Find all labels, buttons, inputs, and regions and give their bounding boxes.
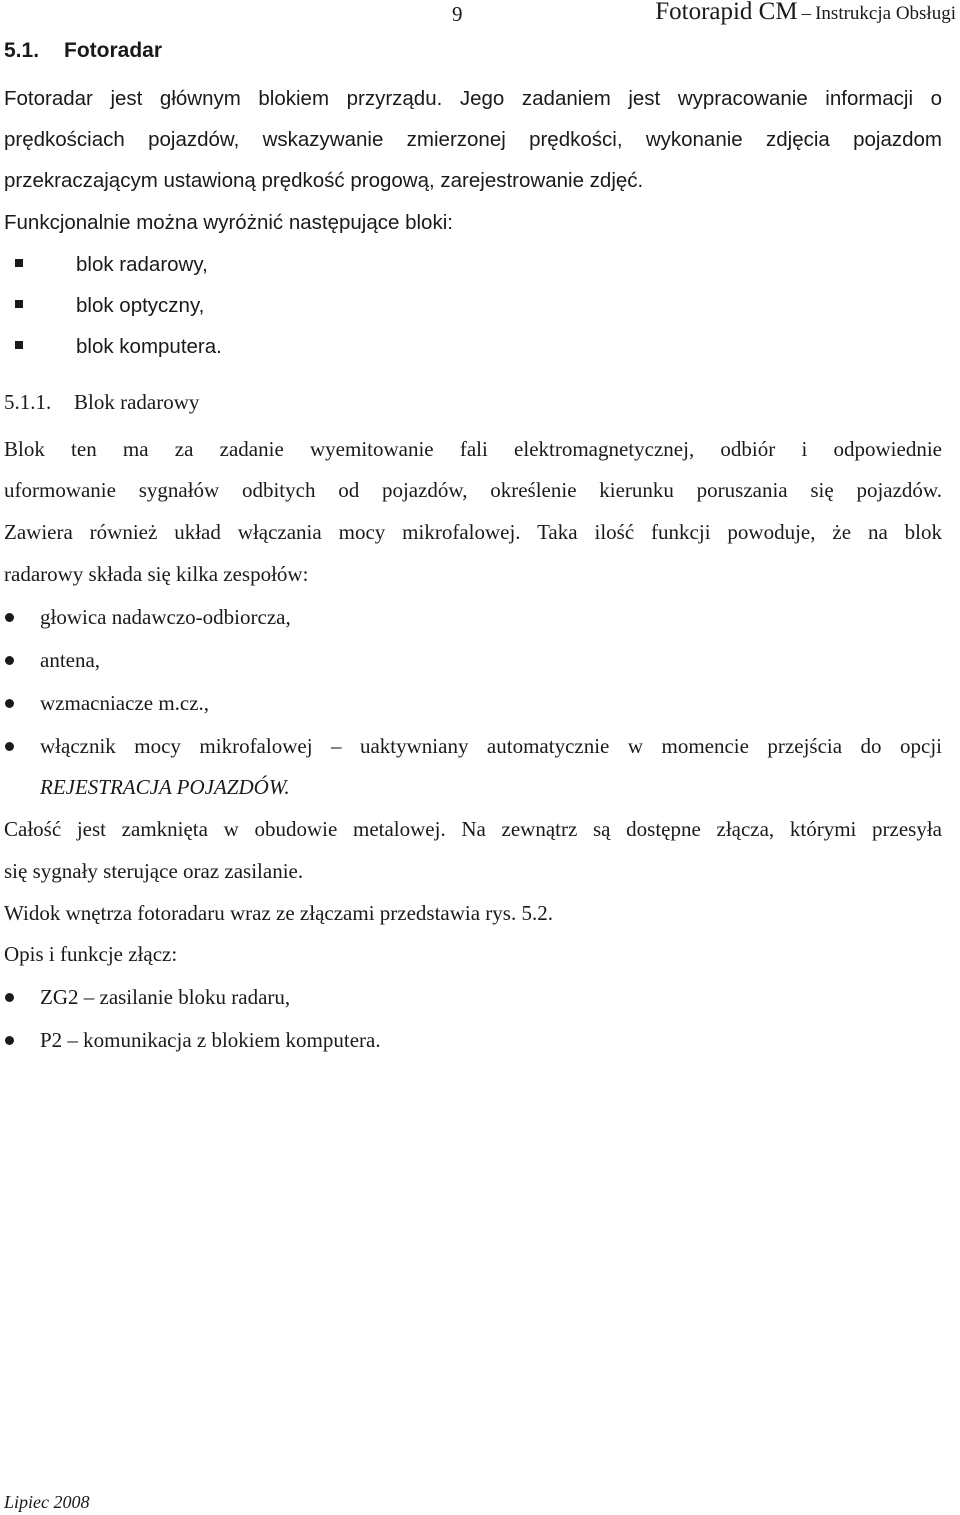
- section-heading: [4, 38, 162, 64]
- component-item: antena,: [40, 648, 101, 672]
- connector-item-p2: P2 – komunikacja z blokiem komputera.: [40, 1028, 381, 1052]
- figure-reference: Widok wnętrza fotoradaru wraz ze złączami przedstawia rys. 5.2.: [4, 901, 553, 925]
- radar-para-line-4: radarowy składa się kilka zespołów:: [4, 562, 309, 586]
- radar-para-line-1: Blok ten ma za zadanie wyemitowanie fali elektromagnetycznej, odbiór i odpowiednie: [4, 437, 942, 461]
- square-bullet-icon: [15, 259, 23, 267]
- header-subtitle: Instrukcja Obsługi: [815, 3, 956, 24]
- square-bullet-icon: [15, 341, 23, 349]
- component-item: wzmacniacze m.cz.,: [40, 691, 210, 715]
- block-item-computer: blok komputera.: [76, 335, 222, 358]
- subsection-number: 5.1.1.: [4, 390, 52, 414]
- brand-name: Fotorapid CM: [655, 0, 798, 25]
- connector-item-zg2: ZG2 – zasilanie bloku radaru,: [40, 985, 291, 1009]
- square-bullet-icon: [15, 300, 23, 308]
- blocks-intro: Funkcjonalnie można wyróżnić następujące bloki:: [4, 211, 453, 234]
- housing-line-2: się sygnały sterujące oraz zasilanie.: [4, 859, 304, 883]
- switch-item-line-1: włącznik mocy mikrofalowej – uaktywniany automatycznie w momencie przejścia do opcji: [40, 734, 942, 758]
- section-number: 5.1.: [4, 39, 40, 62]
- footer-date: Lipiec 2008: [4, 1492, 90, 1512]
- round-bullet-icon: [5, 613, 14, 622]
- section-title: Fotoradar: [64, 39, 163, 62]
- page-number: 9: [452, 2, 463, 26]
- radar-para-line-2: uformowanie sygnałów odbitych od pojazdów, określenie kierunku poruszania się pojazdów.: [4, 478, 942, 502]
- switch-item-line-2: REJESTRACJA POJAZDÓW.: [40, 775, 290, 799]
- round-bullet-icon: [5, 993, 14, 1002]
- subsection-heading: [4, 389, 199, 415]
- connectors-intro: Opis i funkcje złącz:: [4, 942, 178, 966]
- housing-line-1: Całość jest zamknięta w obudowie metalowej. Na zewnątrz są dostępne złącza, którymi przesyła: [4, 817, 942, 841]
- block-item-optical: blok optyczny,: [76, 294, 205, 317]
- round-bullet-icon: [5, 656, 14, 665]
- round-bullet-icon: [5, 699, 14, 708]
- header-dash: –: [801, 3, 812, 24]
- document-header: [655, 0, 956, 27]
- intro-line-3: przekraczającym ustawioną prędkość progową, zarejestrowanie zdjęć.: [4, 169, 644, 192]
- intro-line-2: prędkościach pojazdów, wskazywanie zmierzonej prędkości, wykonanie zdjęcia pojazdom: [4, 128, 942, 151]
- radar-para-line-3: Zawiera również układ włączania mocy mikrofalowej. Taka ilość funkcji powoduje, że na blok: [4, 520, 942, 544]
- round-bullet-icon: [5, 742, 14, 751]
- round-bullet-icon: [5, 1036, 14, 1045]
- block-item-radar: blok radarowy,: [76, 253, 208, 276]
- component-item: głowica nadawczo-odbiorcza,: [40, 605, 291, 629]
- intro-line-1: Fotoradar jest głównym blokiem przyrządu. Jego zadaniem jest wypracowanie informacji o: [4, 87, 942, 110]
- subsection-title: Blok radarowy: [74, 390, 200, 414]
